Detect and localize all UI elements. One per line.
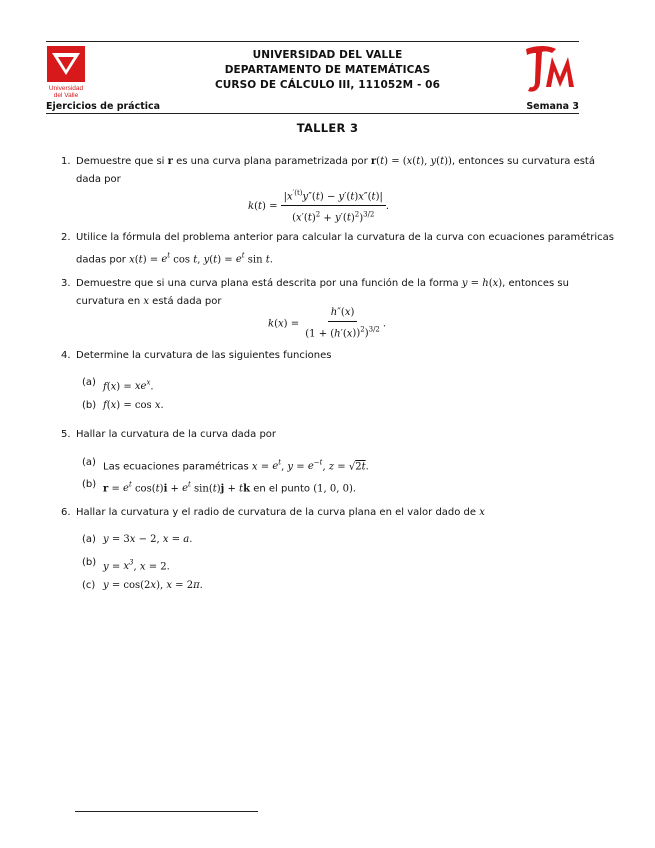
problem-4b-text: f(x) = cos x.: [103, 400, 164, 411]
footnote-rule: [75, 811, 258, 812]
course-name: CURSO DE CÁLCULO III, 111052M - 06: [215, 79, 440, 91]
problem-5-number: 5.: [61, 429, 71, 440]
problem-6c-label: (c): [82, 580, 96, 591]
problem-1-text: Demuestre que si r es una curva plana parametrizada por r(t) = (x(t), y(t)), entonces su curvatura está: [76, 156, 595, 167]
problem-5a-text: Las ecuaciones paramétricas $x = e^t$, $y = e^{-t}$, z = √2t.: [103, 459, 369, 473]
problem-3-formula: k(x) = $\frac{h''(x)}{(1 + (h'(x))^2)^{3/2}}$ .: [268, 307, 387, 340]
problem-5b-text: $r = e^t$ $\cos(t)i + e^t$ sin(t)j + tk en el punto (1, 0, 0).: [103, 481, 357, 495]
problem-3-number: 3.: [61, 278, 71, 289]
problem-1-formula: k(t) = $\frac{|x^{'(t)}y''(t) - y'(t)x''(t)|}{(x'(t)^2 + y'(t)^2)^{3/2}}$ .: [248, 186, 389, 226]
problem-5b-words: en el punto: [253, 483, 311, 495]
problem-4-number: 4.: [61, 350, 71, 361]
problem-6b-text: $y = x^3$, x = 2.: [103, 559, 170, 573]
problem-5-text: Hallar la curvatura de la curva dada por: [76, 429, 277, 440]
header-titles: [160, 48, 495, 93]
problem-2-number: 2.: [61, 232, 71, 243]
logo-text-1: Universidad: [48, 85, 84, 92]
page-title: TALLER 3: [296, 121, 359, 135]
problem-2-text: Utilice la fórmula del problema anterior para calcular la curvatura de la curva con ecuaciones paramétricas: [76, 232, 615, 243]
problem-6a-text: y = 3x − 2, x = a.: [103, 534, 193, 545]
problem-4b-label: (b): [82, 400, 97, 411]
problem-6-text: Hallar la curvatura y el radio de curvatura de la curva plana en el valor dado de x: [76, 507, 485, 518]
problem-1-text-2: dada por: [76, 174, 121, 185]
department-name: DEPARTAMENTO DE MATEMÁTICAS: [224, 64, 431, 76]
problem-3-text: Demuestre que si una curva plana está descrita por una función de la forma y = h(x), entonces su: [76, 278, 569, 289]
header-bottom-rule: [46, 113, 579, 114]
problem-4a-label: (a): [82, 377, 96, 388]
week-label: Semana 3: [526, 101, 579, 112]
math-department-logo: [522, 43, 578, 95]
problem-2-text-2: dadas por $x(t) = e^t$ cos t, $y(t) = e^t$ sin t.: [76, 252, 273, 266]
problem-6c-text: y = cos(2x), x = 2π.: [103, 580, 203, 591]
problem-6a-label: (a): [82, 534, 96, 545]
problem-1-number: 1.: [61, 156, 71, 167]
problem-5b-label: (b): [82, 479, 97, 490]
problem-6b-label: (b): [82, 557, 97, 568]
problem-4a-text: $f(x) = xe^x$.: [103, 379, 154, 393]
logo-text-2: del Valle: [53, 92, 79, 99]
exercise-label: Ejercicios de práctica: [46, 101, 161, 112]
problem-5a-label: (a): [82, 457, 96, 468]
problem-5a-words: Las ecuaciones paramétricas: [103, 461, 249, 473]
problem-3-text-2: curvatura en x está dada por: [76, 296, 222, 307]
university-name: UNIVERSIDAD DEL VALLE: [252, 49, 403, 61]
problem-4-text: Determine la curvatura de las siguientes funciones: [76, 350, 332, 361]
header-top-rule: [46, 41, 579, 42]
problem-6-number: 6.: [61, 507, 71, 518]
university-logo: [46, 45, 86, 101]
